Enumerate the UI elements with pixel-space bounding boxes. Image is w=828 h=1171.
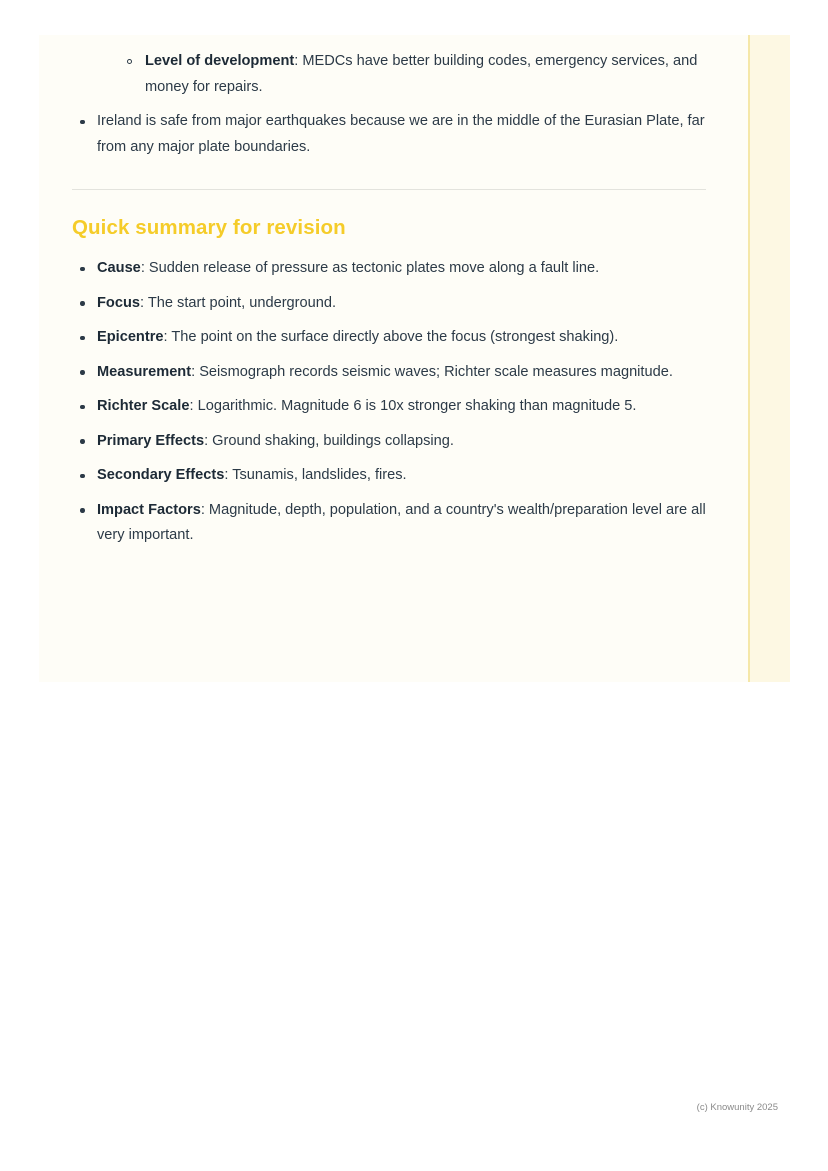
- list-item-text: : MEDCs have better building codes, emergency services, and money for repairs.: [145, 53, 698, 95]
- top-spacer: [72, 35, 708, 49]
- copyright-footer: (c) Knowunity 2025: [696, 1102, 778, 1113]
- list-item-term: Measurement: [97, 363, 192, 380]
- page-edge-strip: [748, 35, 790, 682]
- list-item-text: : Seismograph records seismic waves; Richter scale measures magnitude.: [191, 363, 673, 380]
- list-item-term: Impact Factors: [97, 501, 201, 518]
- list-item-text: : Sudden release of pressure as tectonic plates move along a fault line.: [140, 260, 600, 276]
- list-item-term: Primary Effects: [97, 432, 205, 449]
- list-item-text: : Logarithmic. Magnitude 6 is 10x stronger shaking than magnitude 5.: [189, 398, 637, 414]
- list-item-text: : The start point, underground.: [139, 294, 337, 311]
- sub-bullet-list: [72, 49, 708, 100]
- list-item: [72, 498, 708, 549]
- list-item-term: Epicentre: [97, 329, 164, 345]
- list-item-text: Ireland is safe from major earthquakes because we are in the middle of the Eurasian Plate, far from any major plate boundaries.: [97, 113, 705, 155]
- list-item-term: Focus: [97, 294, 140, 311]
- top-bullet-list: [72, 109, 708, 160]
- list-item-term: Secondary Effects: [97, 467, 225, 483]
- section-divider: [72, 189, 706, 190]
- summary-bullet-list: [72, 256, 708, 549]
- list-item: [72, 291, 708, 317]
- page-title: Quick summary for revision: [72, 216, 346, 239]
- list-item-text: : Magnitude, depth, population, and a country's wealth/preparation level are all very important.: [97, 501, 706, 543]
- list-item-text: : The point on the surface directly above the focus (strongest shaking).: [163, 329, 619, 345]
- list-item: [72, 360, 708, 386]
- page-content: [39, 35, 748, 682]
- list-item: [72, 394, 708, 420]
- list-item: [72, 463, 708, 489]
- list-item-term: Level of development: [145, 53, 295, 69]
- list-item: [72, 429, 708, 455]
- list-item-term: Cause: [97, 260, 141, 276]
- list-item-term: Richter Scale: [97, 398, 190, 414]
- list-item: [120, 49, 708, 100]
- list-item-text: : Ground shaking, buildings collapsing.: [204, 432, 454, 449]
- document-page: [39, 35, 790, 682]
- list-item: [72, 325, 708, 351]
- list-item: [72, 109, 708, 160]
- list-item-text: : Tsunamis, landslides, fires.: [224, 467, 407, 483]
- list-item: [72, 256, 708, 282]
